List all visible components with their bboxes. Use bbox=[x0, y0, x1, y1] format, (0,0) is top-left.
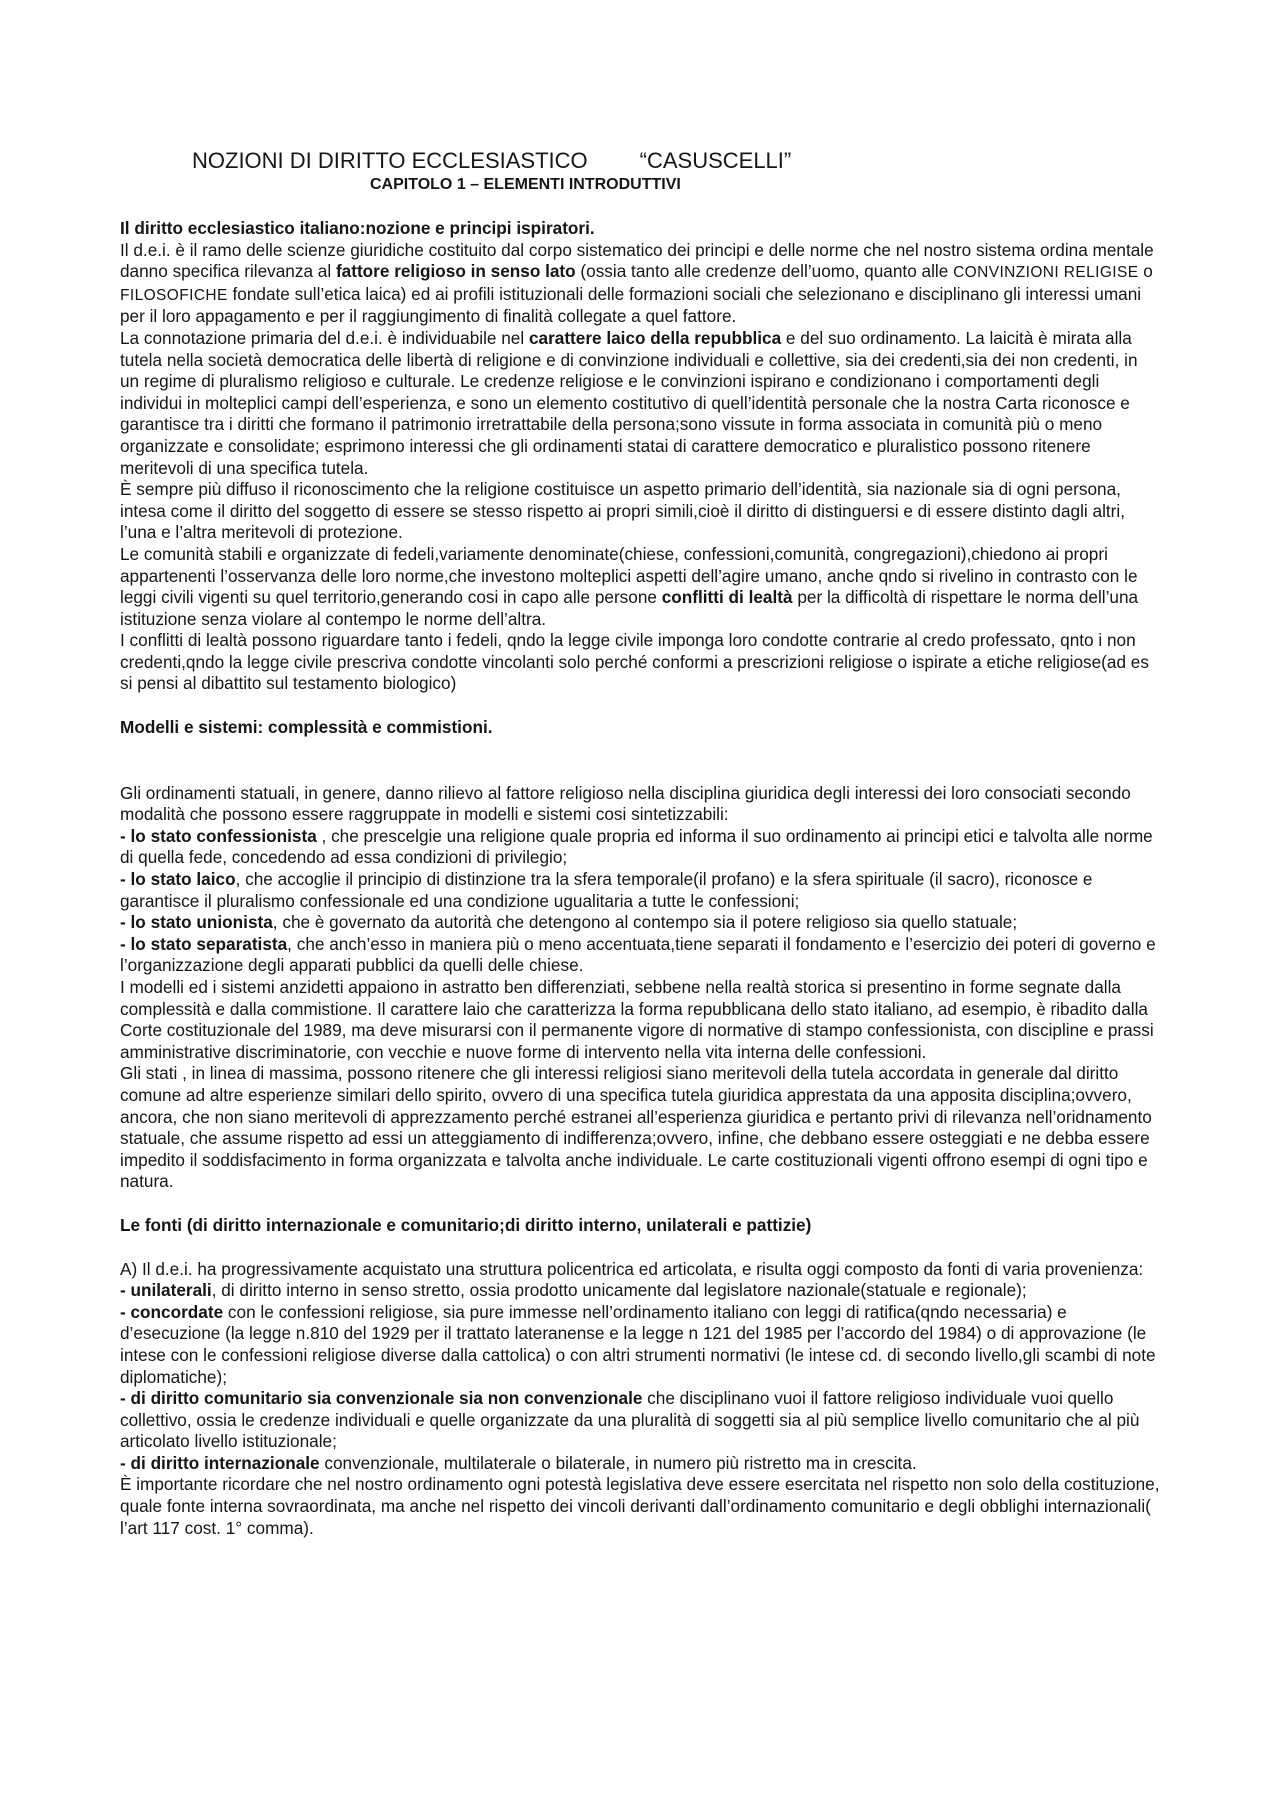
paragraph: A) Il d.e.i. ha progressivamente acquistato una struttura policentrica ed articolata, e risulta oggi composto da fonti di varia provenienza: bbox=[120, 1258, 1144, 1279]
list-item: - lo stato confessionista , che prescelgie una religione quale propria ed informa il suo ordinamento ai principi etici e talvolta alle norme di quella fede, concedendo ad essa condizioni di privilegio; bbox=[120, 825, 1153, 868]
list-item: - di diritto comunitario sia convenzionale sia non convenzionale che disciplinano vuoi il fattore religioso individuale vuoi quello collettivo, ossia le credenze individuali e quelle organizzate da una pluralità di soggetti sia al più semplice livello comunitario che al più articolato livello istituzionale; bbox=[120, 1388, 1140, 1452]
paragraph: Il d.e.i. è il ramo delle scienze giuridiche costituito dal corpo sistematico dei principi e delle norme che nel nostro sistema ordina mentale danno specifica rilevanza al fattore religioso in senso lato (ossia tanto alle credenze dell’uomo, quanto alle CONVINZIONI RELIGISE o FILOSOFICHE fondate sull’etica laica) ed ai profili istituzionali delle formazioni sociali che selezionano e disciplinano gli interessi umani per il loro appagamento e per il raggiungimento di finalità collegate a quel fattore. bbox=[120, 239, 1154, 327]
section-heading-2: Modelli e sistemi: complessità e commistioni. bbox=[120, 717, 493, 738]
list-item: - lo stato unionista, che è governato da autorità che detengono al contempo sia il potere religioso sia quello statuale; bbox=[120, 912, 1018, 933]
section-heading-3: Le fonti (di diritto internazionale e comunitario;di diritto interno, unilaterali e pattizie) bbox=[120, 1214, 812, 1235]
document-page bbox=[120, 148, 1160, 1539]
section-heading-1: Il diritto ecclesiastico italiano:nozione e principi ispiratori. bbox=[120, 218, 595, 238]
paragraph: La connotazione primaria del d.e.i. è individuabile nel carattere laico della repubblica e del suo ordinamento. La laicità è mirata alla tutela nella società democratica delle libertà di religione e di convinzione individuali e collettive, sia dei credenti,sia dei non credenti, in un regime di pluralismo religioso e culturale. Le credenze religiose e le convinzioni ispirano e condizionano i comportamenti degli individui in molteplici campi dell’esperienza, e sono un elemento costitutivo di quell’identità personale che la nostra Carta riconosce e garantisce tra i diritti che formano il patrimonio irretrattabile della persona;sono vissute in forma associata in comunità più o meno organizzate e consolidate; esprimono interessi che gli ordinamenti statai di carattere democratico e pluralistico possono ritenere meritevoli di una specifica tutela. bbox=[120, 327, 1138, 478]
list-item: - unilaterali, di diritto interno in senso stretto, ossia prodotto unicamente dal legislatore nazionale(statuale e regionale); bbox=[120, 1280, 1027, 1301]
list-item: - concordate con le confessioni religiose, sia pure immesse nell’ordinamento italiano con leggi di ratifica(qndo necessaria) e d’esecuzione (la legge n.810 del 1929 per il trattato lateranense e la legge n 121 del 1985 per l’accordo del 1984) o di approvazione (le intese con le confessioni religiose diverse dalla cattolica) o con altri strumenti normativi (le intese cd. di secondo livello,gli scambi di note diplomatiche); bbox=[120, 1301, 1156, 1387]
document-title bbox=[192, 148, 1160, 174]
title-author: “CASUSCELLI” bbox=[639, 148, 792, 173]
chapter-title: CAPITOLO 1 – ELEMENTI INTRODUTTIVI bbox=[370, 176, 681, 193]
paragraph: È sempre più diffuso il riconoscimento che la religione costituisce un aspetto primario dell’identità, sia nazionale sia di ogni persona, intesa come il diritto del soggetto di essere se stesso rispetto ai propri simili,cioè il diritto di distinguersi e di essere distinto dagli altri, l’una e l’altra meritevoli di protezione. bbox=[120, 479, 1125, 543]
list-item: - lo stato separatista, che anch’esso in maniera più o meno accentuata,tiene separati il fondamento e l’esercizio dei poteri di governo e l’organizzazione degli apparati pubblici da quelli delle chiese. bbox=[120, 933, 1156, 976]
paragraph: Le comunità stabili e organizzate di fedeli,variamente denominate(chiese, confessioni,comunità, congregazioni),chiedono ai propri appartenenti l’osservanza delle loro norme,che investono molteplici aspetti dell’agire umano, anche qndo si rivelino in contrasto con le leggi civili vigenti su quel territorio,generando cosi in capo alle persone conflitti di lealtà per la difficoltà di rispettare le norma dell’una istituzione senza violare al contempo le norme dell’altra. bbox=[120, 543, 1139, 629]
paragraph: I conflitti di lealtà possono riguardare tanto i fedeli, qndo la legge civile imponga loro condotte contrarie al credo professato, qnto i non credenti,qndo la legge civile prescriva condotte vincolanti solo perché conformi a prescrizioni religiose o ispirate a etiche religiose(ad es si pensi al dibattito sul testamento biologico) bbox=[120, 630, 1149, 694]
paragraph: Gli ordinamenti statuali, in genere, danno rilievo al fattore religioso nella disciplina giuridica degli interessi dei loro consociati secondo modalità che possono essere raggruppate in modelli e sistemi cosi sintetizzabili: bbox=[120, 782, 1131, 825]
paragraph: Gli stati , in linea di massima, possono ritenere che gli interessi religiosi siano meritevoli della tutela accordata in generale dal diritto comune ad altre esperienze similari dello spirito, ovvero di una specifica tutela giuridica apprestata da una apposita disciplina;ovvero, ancora, che non siano meritevoli di apprezzamento perché estranei all’esperienza giuridica e pertanto privi di rilevanza nell’oridnamento statuale, che assume rispetto ad essi un atteggiamento di indifferenza;ovvero, infine, che debbano essere osteggiati e ne debba essere impedito il soddisfacimento in forma organizzata e talvolta anche individuale. Le carte costituzionali vigenti offrono esempi di ogni tipo e natura. bbox=[120, 1063, 1152, 1192]
paragraph: È importante ricordare che nel nostro ordinamento ogni potestà legislativa deve essere esercitata nel rispetto non solo della costituzione, quale fonte interna sovraordinata, ma anche nel rispetto dei vincoli derivanti dall’ordinamento comunitario e degli obblighi internazionali( l’art 117 cost. 1° comma). bbox=[120, 1474, 1160, 1538]
paragraph: I modelli ed i sistemi anzidetti appaiono in astratto ben differenziati, sebbene nella realtà storica si presentino in forme segnate dalla complessità e dalla commistione. Il carattere laio che caratterizza la forma repubblicana dello stato italiano, ad esempio, è ribadito dalla Corte costituzionale del 1989, ma deve misurarsi con il permanente vigore di normative di stampo confessionista, con discipline e prassi amministrative discriminatorie, con vecchie e nuove forme di intervento nella vita interna delle confessioni. bbox=[120, 977, 1154, 1062]
title-main: NOZIONI DI DIRITTO ECCLESIASTICO bbox=[192, 148, 588, 173]
list-item: - lo stato laico, che accoglie il principio di distinzione tra la sfera temporale(il profano) e la sfera spirituale (il sacro), riconosce e garantisce il pluralismo confessionale ed una condizione ugualitaria a tutte le confessioni; bbox=[120, 869, 1093, 911]
list-item: - di diritto internazionale convenzionale, multilaterale o bilaterale, in numero più ristretto ma in crescita. bbox=[120, 1452, 917, 1473]
